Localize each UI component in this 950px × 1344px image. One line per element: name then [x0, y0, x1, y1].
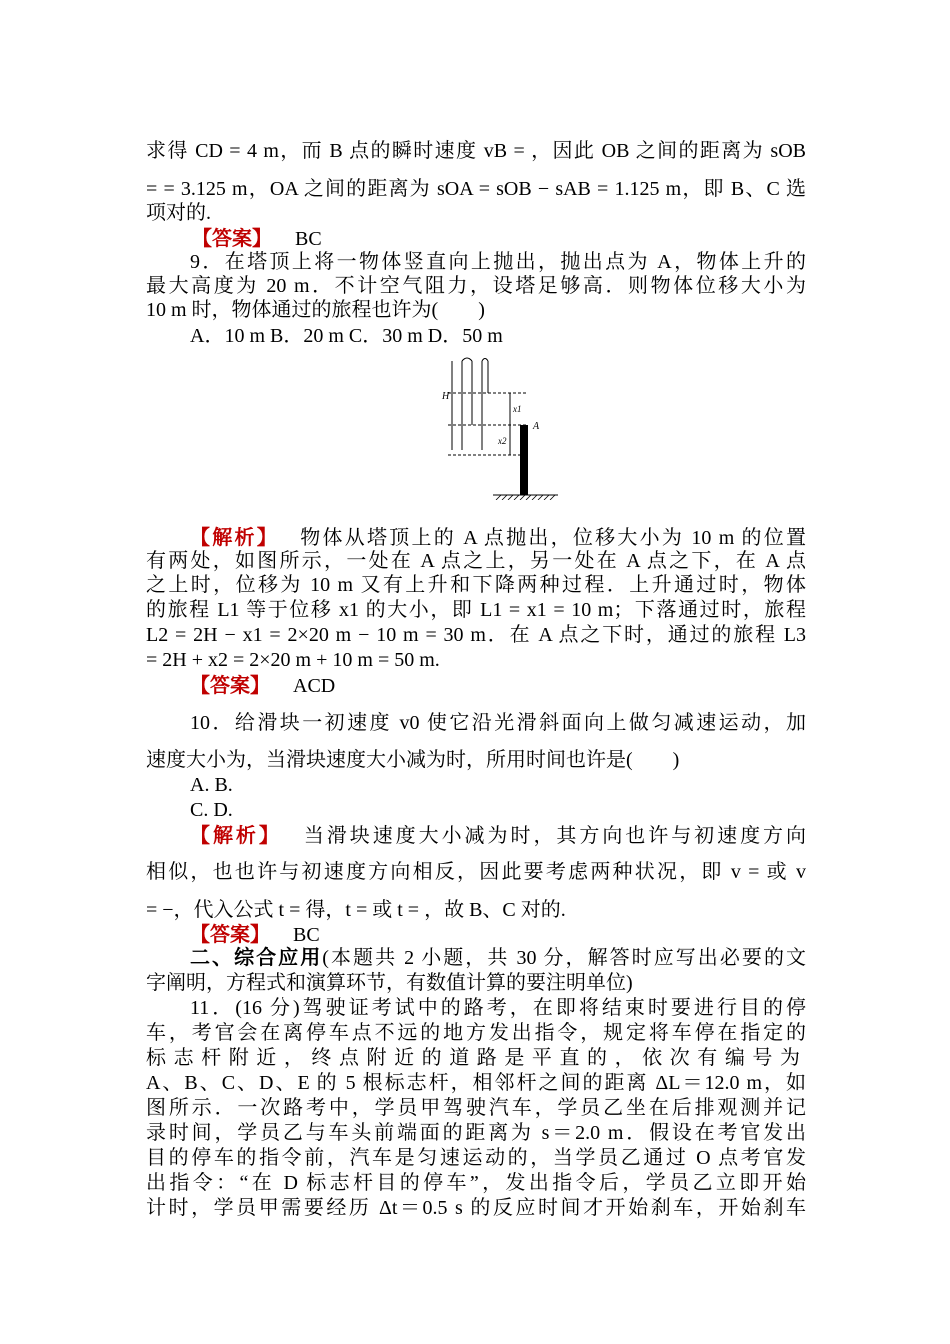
explanation-text: 物体从塔顶上的 A 点抛出，位移大小为 10 m 的位置 — [300, 527, 807, 549]
question-11-line: 标志杆附近，终点附近的道路是平直的，依次有编号为 — [146, 1047, 806, 1069]
answer-label: 【答案】 — [190, 922, 270, 946]
text-line: 项对的. — [146, 202, 211, 224]
question-11-line: 车，考官会在离停车点不远的地方发出指令，规定将车停在指定的 — [146, 1022, 806, 1044]
explanation-label: 【解析】 — [190, 823, 282, 847]
question-11-line: 出指令：“在 D 标志杆目的停车”，发出指令后，学员乙立即开始 — [146, 1172, 806, 1194]
question-11-line: 录时间，学员乙与车头前端面的距离为 s＝2.0 m．假设在考官发出 — [146, 1122, 806, 1144]
explanation-9-line: 的旅程 L1 等于位移 x1 的大小，即 L1 = x1 = 10 m；下落通过时，旅程 — [146, 599, 806, 621]
section-2-line: 字阐明，方程式和演算环节，有数值计算的要注明单位) — [146, 972, 633, 994]
answer-line — [192, 226, 808, 251]
explanation-9-line: L2 = 2H − x1 = 2×20 m − 10 m = 30 m．在 A 点之下时，通过的旅程 L3 — [146, 624, 806, 646]
question-11-line: A、B、C、D、E 的 5 根标志杆，相邻杆之间的距离 ΔL＝12.0 m，如 — [146, 1072, 806, 1094]
question-9-line: 最大高度为 20 m．不计空气阻力，设塔足够高．则物体位移大小为 — [146, 275, 806, 297]
answer-label: 【答案】 — [190, 673, 270, 697]
question-9-line: 10 m 时，物体通过的旅程也许为( ) — [146, 299, 485, 321]
answer-value: ACD — [293, 675, 336, 697]
tower-throw-figure — [438, 355, 568, 500]
explanation-9-line: 有两处，如图所示，一处在 A 点之上，另一处在 A 点之下，在 A 点 — [146, 550, 806, 572]
question-11-line: 图所示．一次路考中，学员甲驾驶汽车，学员乙坐在后排观测并记 — [146, 1097, 806, 1119]
label-x2: x2 — [498, 436, 507, 446]
section-title: 二、综合应用 — [190, 947, 323, 969]
answer-label: 【答案】 — [192, 226, 272, 250]
label-a: A — [533, 421, 540, 432]
label-x1: x1 — [513, 404, 522, 414]
question-11-line: 目的停车的指令前，汽车是匀速运动的，当学员乙通过 O 点考官发 — [146, 1147, 806, 1169]
text-line: = = 3.125 m，OA 之间的距离为 sOA = sOB − sAB = 1.125 m，即 B、C 选 — [146, 178, 806, 200]
answer-value: BC — [293, 924, 320, 946]
question-9-options: A．10 m B．20 m C．30 m D．50 m — [190, 325, 503, 347]
question-10-options: A. B. — [190, 774, 233, 796]
explanation-10-line: = −，代入公式 t = 得，t = 或 t = ，故 B、C 对的. — [146, 899, 566, 921]
explanation-10-line: 相似，也也许与初速度方向相反，因此要考虑两种状况，即 v = 或 v — [146, 861, 806, 883]
explanation-9-line: = 2H + x2 = 2×20 m + 10 m = 50 m. — [146, 649, 440, 671]
explanation-9-line: 之上时，位移为 10 m 又有上升和下降两种过程．上升通过时，物体 — [146, 574, 806, 596]
question-11: 11．(16 分)驾驶证考试中的路考，在即将结束时要进行目的停 — [190, 997, 806, 1019]
explanation-10 — [190, 823, 806, 848]
text-line: 求得 CD = 4 m，而 B 点的瞬时速度 vB = ，因此 OB 之间的距离为 sOB — [146, 140, 806, 162]
section-2-heading — [190, 946, 806, 970]
label-h: H — [442, 391, 450, 402]
explanation-9 — [190, 525, 806, 550]
explanation-text: 当滑块速度大小减为时，其方向也许与初速度方向 — [303, 825, 807, 847]
question-10-options: C. D. — [190, 799, 233, 821]
tower-pole — [520, 425, 528, 495]
question-11-line: 计时，学员甲需要经历 Δt＝0.5 s 的反应时间才开始刹车，开始刹车 — [146, 1197, 806, 1219]
section-desc: (本题共 2 小题，共 30 分，解答时应写出必要的文 — [322, 947, 806, 969]
question-10: 10．给滑块一初速度 v0 使它沿光滑斜面向上做匀减速运动，加 — [190, 712, 806, 734]
answer-value: BC — [295, 228, 322, 250]
question-9: 9．在塔顶上将一物体竖直向上抛出，抛出点为 A，物体上升的 — [190, 251, 806, 273]
answer-line — [190, 922, 806, 947]
answer-line — [190, 673, 806, 698]
question-10-line: 速度大小为，当滑块速度大小减为时，所用时间也许是( ) — [146, 749, 680, 771]
explanation-label: 【解析】 — [190, 525, 280, 549]
